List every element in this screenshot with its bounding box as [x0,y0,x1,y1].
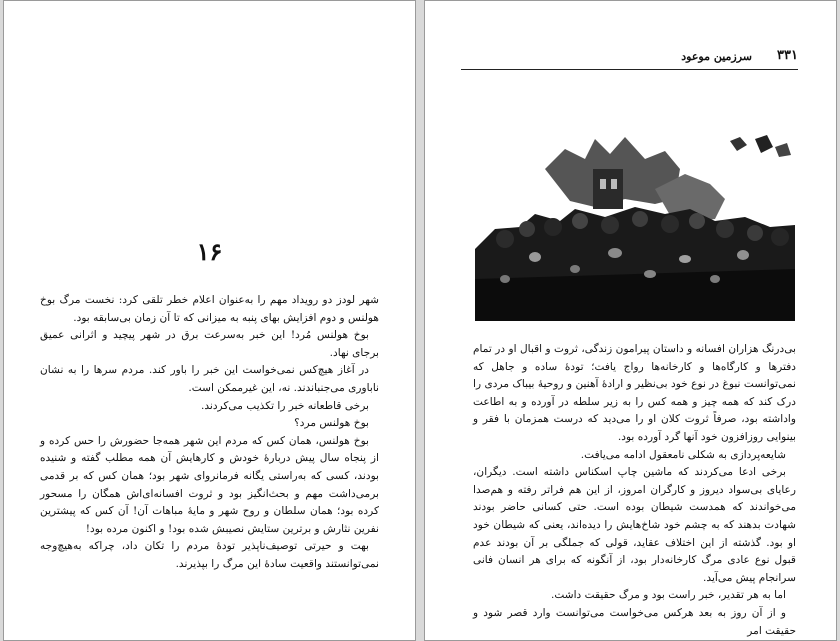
right-page [424,0,837,641]
crowd-photo [475,129,795,321]
paragraph: اما به هر تقدیر، خبر راست بود و مرگ حقیقت داشت. [550,589,786,602]
paragraph: برخی ادعا می‌کردند که ماشین چاپ اسکناس داشته است. دیگران، رعایای بی‌سواد دیروز و کارگران امروز، از این هم فراتر رفته و هم‌صدا می‌خواندند که همدست شیطان بوده است. حتی کسانی حاضر بودند شهادت بدهند که به چشم خود شاخ‌هایش را دیده‌اند، یعنی که شیطان خود او بود. گذشته از این اختلاف عقاید، قولی که جملگی بر آن بودند عدم قبول نوع عادی مرگ کارخانه‌دار بود، از آنگونه که برای هر انسان فانی سرانجام پیش می‌آید. [473,466,796,584]
paragraph: شهر لودز دو رویداد مهم را به‌عنوان اعلام خطر تلقی کرد: نخست مرگ بوخ هولنس و دوم افزایش بهای پنبه به میزانی که تا آن زمان بی‌سابقه بود. [40,294,379,324]
paragraph: و از آن روز به بعد هرکس می‌خواست می‌توانست وارد قصر شود و حقیقت امر [473,606,796,637]
paragraph: در آغاز هیچ‌کس نمی‌خواست این خبر را باور کند. مردم سرها را به نشان ناباوری می‌جنباندند. نه، این غیرممکن است. [40,364,379,394]
paragraph: بوخ هولنس مرد؟ [294,417,369,430]
running-header-title: سرزمین موعود [681,50,752,63]
paragraph: بوخ هولنس مُرد! این خبر به‌سرعت برق در شهر پیچید و اثرانی عمیق برجای نهاد. [40,329,379,359]
page-number: ۳۳۱ [777,48,798,63]
right-page-text [473,341,796,640]
chapter-number: ۱۶ [196,237,223,266]
paragraph: بی‌درنگ هزاران افسانه و داستان پیرامون زندگی، ثروت و اقبال او در تمام دفترها و کارگاه‌ها و کارخانه‌ها رواج یافت؛ تودهٔ ساده و جاهل که نمی‌توانست نبوغ در نوع خود بی‌نظیر و ارادهٔ آهنین و روحیهٔ بیباک مردی را درک کند که همه چیز و همه کس را به زیر سلطه در آورده و به اطاعت واداشته بود، صرفاً ثروت کلان او را می‌دید که درست همزمان با فقر و بینوایی روزافزون خود آنها گرد آورده بود. [473,343,796,443]
left-page [3,0,416,641]
paragraph: شایعه‌پردازی به شکلی نامعقول ادامه می‌یافت. [580,448,786,461]
paragraph: برخی قاطعانه خبر را تکذیب می‌کردند. [200,399,369,412]
paragraph: بوخ هولنس، همان کس که مردم این شهر همه‌جا حضورش را حس کرده و از پنجاه سال پیش دربارهٔ خودش و کارهایش آن همه مطلب گفته و شنیده بودند، کسی که به‌راستی یگانه فرمانروای شهر بود؛ همان کس که بر قدمی برمی‌داشت مهم و بحث‌انگیز بود و ثروت افسانه‌ای‌اش همگان را مسحور کرده بود؛ همان سلطان و روح شهر و مایهٔ مباهات آن! آن کس که پیشترین نفرین نثارش و برترین ستایش نصیبش شده بود! و اکنون مرده بود! [40,434,379,535]
running-header [461,49,798,70]
paragraph: بهت و حیرتی توصیف‌ناپذیر تودهٔ مردم را تکان داد، چراکه به‌هیچ‌وجه نمی‌توانستند واقعیت سادهٔ این مرگ را بپذیرند. [40,540,379,570]
left-page-text [40,292,379,574]
